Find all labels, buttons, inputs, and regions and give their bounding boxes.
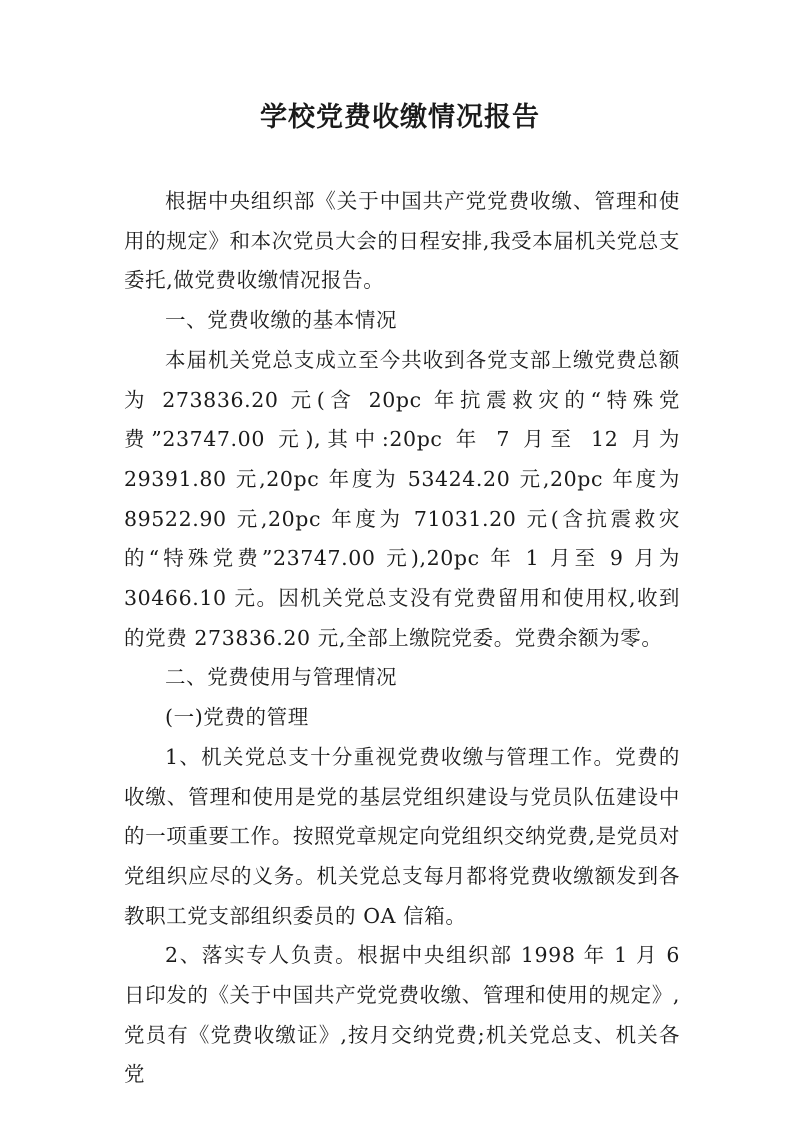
document-body — [124, 182, 680, 1095]
section-heading-1: 一、党费收缴的基本情况 — [165, 308, 398, 333]
paragraph-item-2: 2、落实专人负责。根据中央组织部 1998 年 1 月 6 日印发的《关于中国共产党党费收缴、管理和使用的规定》,党员有《党费收缴证》,按月交纳党费;机关党总支、机关各党 — [124, 943, 680, 1087]
document-title: 学校党费收缴情况报告 — [260, 102, 540, 133]
paragraph-intro: 根据中央组织部《关于中国共产党党费收缴、管理和使用的规定》和本次党员大会的日程安排,我受本届机关党总支委托,做党费收缴情况报告。 — [124, 189, 680, 293]
paragraph-collection-summary: 本届机关党总支成立至今共收到各党支部上缴党费总额为 273836.20 元(含 20pc 年抗震救灾的“特殊党费”23747.00 元),其中:20pc 年 7 月至 12 月为 29391.80 元,20pc 年度为 53424.20 元,20pc 年度为 89522.90 元,20pc 年度为 71031.20 元(含抗震救灾的“特殊党费”23747.00 元),20pc 年 1 月至 9 月为 30466.10 元。因机关党总支没有党费留用和使用权,收到的党费 273836.20 元,全部上缴院党委。党费余额为零。 — [124, 347, 680, 650]
section-heading-2: 二、党费使用与管理情况 — [165, 665, 398, 690]
subsection-heading-1: (一)党费的管理 — [165, 705, 309, 730]
paragraph-item-1: 1、机关党总支十分重视党费收缴与管理工作。党费的收缴、管理和使用是党的基层党组织建设与党员队伍建设中的一项重要工作。按照党章规定向党组织交纳党费,是党员对党组织应尽的义务。机关党总支每月都将党费收缴额发到各教职工党支部组织委员的 OA 信箱。 — [124, 744, 680, 928]
